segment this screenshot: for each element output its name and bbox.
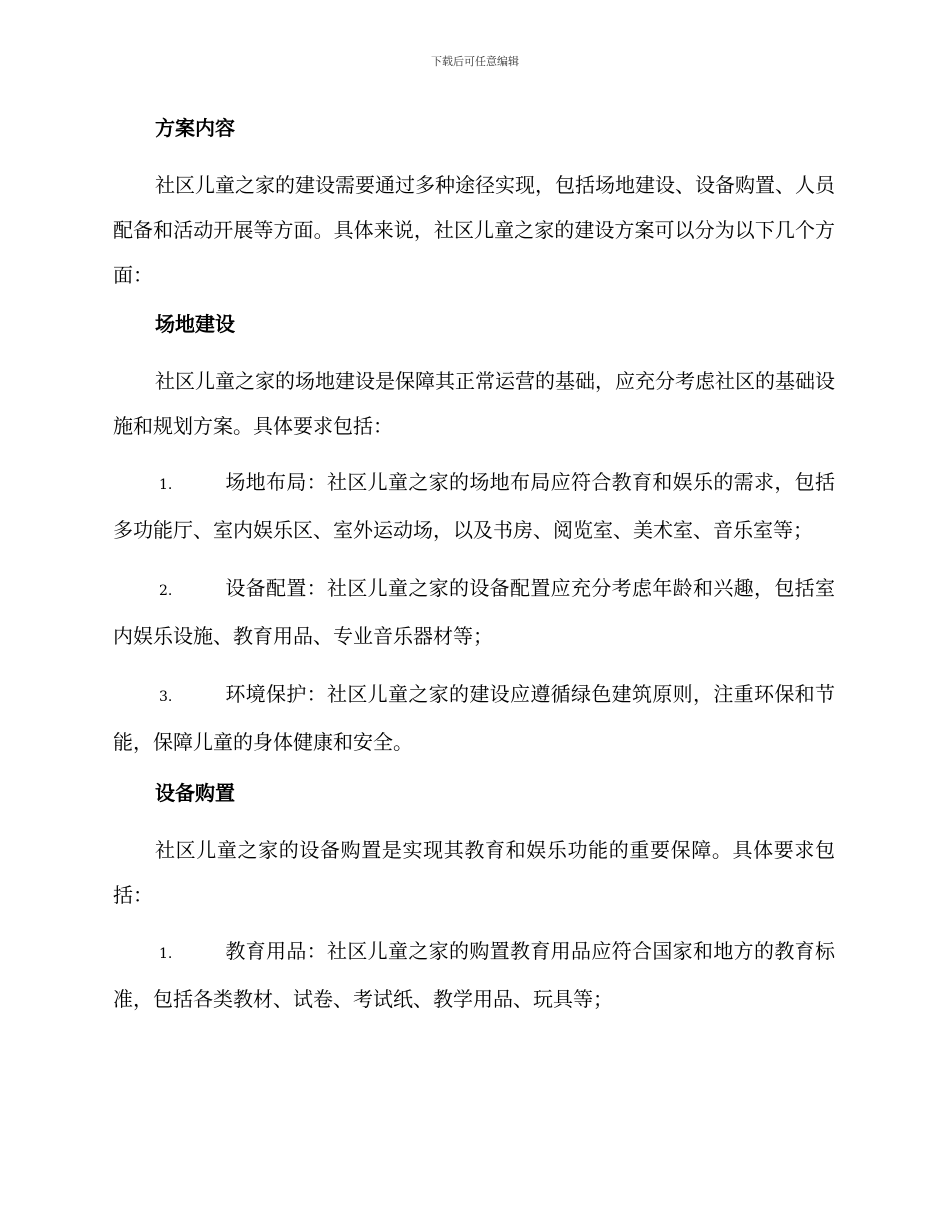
list-item-text: 环境保护：社区儿童之家的建设应遵循绿色建筑原则，注重环保和节能，保障儿童的身体健康和安全。 xyxy=(113,682,835,754)
list-number: 1. xyxy=(159,946,173,962)
header-note: 下载后可任意编辑 xyxy=(431,55,519,68)
section-heading: 场地建设 xyxy=(155,312,235,336)
list-number: 2. xyxy=(159,583,173,599)
list-item xyxy=(113,672,835,765)
paragraph: 社区儿童之家的建设需要通过多种途径实现，包括场地建设、设备购置、人员配备和活动开展等方面。具体来说，社区儿童之家的建设方案可以分为以下几个方面： xyxy=(113,173,835,287)
paragraph: 社区儿童之家的场地建设是保障其正常运营的基础，应充分考虑社区的基础设施和规划方案。具体要求包括： xyxy=(113,369,835,438)
list-item xyxy=(113,929,835,1022)
list-number: 3. xyxy=(159,689,173,705)
list-item-text: 场地布局：社区儿童之家的场地布局应符合教育和娱乐的需求，包括多功能厅、室内娱乐区、室外运动场，以及书房、阅览室、美术室、音乐室等； xyxy=(113,470,835,542)
section-heading: 方案内容 xyxy=(155,116,235,140)
document-body xyxy=(113,113,835,1035)
list-item-text: 设备配置：社区儿童之家的设备配置应充分考虑年龄和兴趣，包括室内娱乐设施、教育用品、专业音乐器材等； xyxy=(113,576,835,648)
list-item-text: 教育用品：社区儿童之家的购置教育用品应符合国家和地方的教育标准，包括各类教材、试卷、考试纸、教学用品、玩具等； xyxy=(113,939,835,1011)
paragraph: 社区儿童之家的设备购置是实现其教育和娱乐功能的重要保障。具体要求包括： xyxy=(113,838,835,907)
list-item xyxy=(113,460,835,553)
list-number: 1. xyxy=(159,477,173,493)
section-heading: 设备购置 xyxy=(155,781,235,805)
list-item xyxy=(113,566,835,659)
